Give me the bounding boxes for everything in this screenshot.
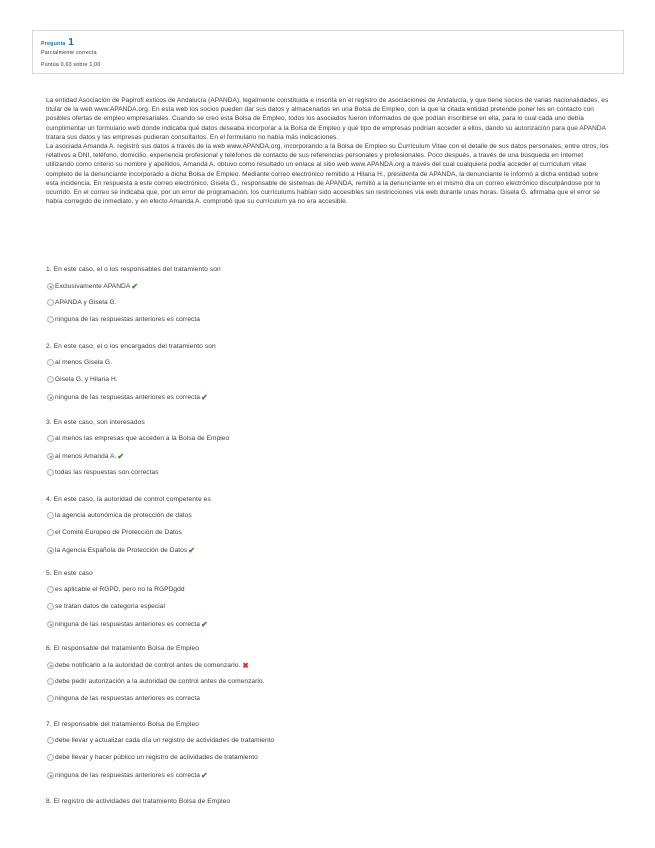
question-7-option[interactable] bbox=[47, 754, 258, 761]
question-status: Parcialmente correcta bbox=[41, 50, 97, 56]
radio-button[interactable] bbox=[47, 603, 54, 610]
question-2-option[interactable] bbox=[47, 359, 112, 366]
check-icon: ✔ bbox=[200, 393, 208, 402]
option-label: Exclusivamente APANDA bbox=[55, 283, 131, 290]
scenario-paragraph: La asociada Amanda A. registró sus datos a través de la web www.APANDA.org, incorporando a la Bolsa de Empleo su Currículum Vitae con el detalle de sus datos personales, entre otros, los relativos a DNI, teléfono, domicilio, experiencia profesional y teléfonos de contacto de sus referencias personales y profesionales. Poco después, a través de una búsqueda en Internet utilizando como criterio su nombre y apellidos, Amanda A. obtuvo como resultado un enlace al sitio web www.APANDA.org a través del cual cualquiera podía acceder al currículum vitae completo de la denunciante incorporado a dicha Bolsa de Empleo. Mediante correo electrónico remitido a Hilaria H., presidenta de APANDA, la denunciante le informó a dicha entidad sobre esta incidencia. En respuesta a este correo electrónico, Gisela G., responsable de sistemas de APANDA, remitió a la denunciante en el mismo día un correo electrónico disculpándose por lo ocurrido. En el correo se indicaba que, por un error de programación, los currículums habían sido accesibles sin restricciones vía web durante unas horas. Gisela G. afirmaba que el error se había corregido de inmediato, y en efecto Amanda A. comprobó que su currículum ya no era accesible. bbox=[46, 143, 609, 206]
question-2-option[interactable] bbox=[47, 393, 208, 402]
option-label: el Comité Europeo de Protección de Datos bbox=[55, 529, 182, 536]
option-label: Gisela G. y Hilaria H. bbox=[55, 376, 118, 383]
radio-button[interactable] bbox=[47, 435, 54, 442]
option-label: se tratan datos de categoría especial bbox=[55, 603, 165, 610]
radio-button[interactable] bbox=[47, 394, 54, 401]
question-4-option[interactable] bbox=[47, 546, 195, 555]
question-1-option[interactable] bbox=[47, 282, 138, 291]
question-5-option[interactable] bbox=[47, 620, 208, 629]
check-icon: ✔ bbox=[200, 620, 208, 629]
check-icon: ✔ bbox=[200, 771, 208, 780]
question-6-option[interactable] bbox=[47, 695, 200, 702]
radio-button[interactable] bbox=[47, 737, 54, 744]
option-label: la Agencia Española de Protección de Datos bbox=[55, 547, 188, 554]
option-label: ninguna de las respuestas anteriores es correcta bbox=[55, 772, 200, 779]
radio-button[interactable] bbox=[47, 376, 54, 383]
question-3-option[interactable] bbox=[47, 435, 229, 442]
option-label: todas las respuestas son correctas bbox=[55, 469, 159, 476]
radio-button[interactable] bbox=[47, 529, 54, 536]
radio-button[interactable] bbox=[47, 621, 54, 628]
radio-button[interactable] bbox=[47, 772, 54, 779]
question-2-title: 2. En este caso, el o los encargados del tratamiento son bbox=[46, 343, 216, 350]
option-label: APANDA y Gisela G. bbox=[55, 299, 117, 306]
question-5-option[interactable] bbox=[47, 586, 185, 593]
question-6-option[interactable] bbox=[47, 661, 249, 670]
question-4-option[interactable] bbox=[47, 529, 182, 536]
radio-button[interactable] bbox=[47, 359, 54, 366]
question-2-option[interactable] bbox=[47, 376, 118, 383]
question-header bbox=[41, 37, 74, 48]
cross-icon: ✖ bbox=[242, 661, 249, 670]
option-label: ninguna de las respuestas anteriores es correcta bbox=[55, 621, 200, 628]
question-7-title: 7. El responsable del tratamiento Bolsa de Empleo bbox=[46, 721, 199, 728]
radio-button[interactable] bbox=[47, 586, 54, 593]
check-icon: ✔ bbox=[117, 452, 125, 461]
option-label: al menos las empresas que acceden a la Bolsa de Empleo bbox=[55, 435, 230, 442]
radio-button[interactable] bbox=[47, 299, 54, 306]
option-label: debe pedir autorización a la autoridad de control antes de comenzarlo. bbox=[55, 678, 265, 685]
question-8-title: 8. El registro de actividades del tratamiento Bolsa de Empleo bbox=[46, 798, 231, 805]
option-label: es aplicable el RGPD, pero no la RGPDgdd bbox=[55, 586, 185, 593]
radio-button[interactable] bbox=[47, 678, 54, 685]
check-icon: ✔ bbox=[131, 282, 139, 291]
question-1-option[interactable] bbox=[47, 299, 117, 306]
question-6-title: 6. El responsable del tratamiento Bolsa de Empleo bbox=[46, 645, 199, 652]
radio-button[interactable] bbox=[47, 547, 54, 554]
radio-button[interactable] bbox=[47, 469, 54, 476]
option-label: ninguna de las respuestas anteriores es correcta bbox=[55, 316, 200, 323]
question-3-title: 3. En este caso, son interesados bbox=[46, 419, 145, 426]
question-5-title: 5. En este caso bbox=[46, 570, 93, 577]
question-4-option[interactable] bbox=[47, 512, 192, 519]
radio-button[interactable] bbox=[47, 512, 54, 519]
radio-button[interactable] bbox=[47, 754, 54, 761]
option-label: debe notificarlo a la autoridad de control antes de comenzarlo. bbox=[55, 662, 241, 669]
question-7-option[interactable] bbox=[47, 737, 274, 744]
question-label: Pregunta bbox=[41, 41, 66, 47]
question-1-option[interactable] bbox=[47, 316, 200, 323]
question-3-option[interactable] bbox=[47, 452, 124, 461]
question-number: 1 bbox=[68, 37, 74, 48]
option-label: debe llevar y actualizar cada día un registro de actividades de tratamiento bbox=[55, 737, 275, 744]
option-label: al menos Amanda A. bbox=[55, 453, 117, 460]
radio-button[interactable] bbox=[47, 316, 54, 323]
option-label: la agencia autonómica de protección de datos bbox=[55, 512, 192, 519]
check-icon: ✔ bbox=[188, 546, 195, 555]
question-text bbox=[46, 96, 612, 206]
question-info-box bbox=[32, 30, 624, 74]
radio-button[interactable] bbox=[47, 695, 54, 702]
question-7-option[interactable] bbox=[47, 771, 208, 780]
question-score: Puntúa 0,63 sobre 1,00 bbox=[41, 62, 101, 68]
radio-button[interactable] bbox=[47, 283, 54, 290]
radio-button[interactable] bbox=[47, 453, 54, 460]
option-label: al menos Gisela G. bbox=[55, 359, 112, 366]
radio-button[interactable] bbox=[47, 662, 54, 669]
option-label: debe llevar y hacer público un registro de actividades de tratamiento bbox=[55, 754, 258, 761]
question-1-title: 1. En este caso, el o los responsables del tratamiento son bbox=[46, 266, 221, 273]
scenario-paragraph: La entidad Asociación de Papirofl exticos de Andalucía (APANDA), legalmente constituida e inscrita en el registro de asociaciones de Andalucía, y que tiene socios de varias nacionalidades, es titular de la web www.APANDA.org. En esta web los socios pueden dar sus datos y almacenarlos en una Bolsa de Empleo, con la que la citada entidad pretende poner les en contacto con posibles ofertas de empleo empresariales. Cuando se creo esta Bolsa de Empleo, todos los asociados fueron informados de que podían inscribirse en ella, para lo cual cada uno debía cumplimentar un formulario web donde indicaba qué datos deseaba incorporar a la Bolsa de Empleo y qué tipo de empresas podrían acceder a ellos, dando su autorización para que APANDA tratara sus datos y las empresas pudieran consultarlos. En el formulario no había más indicaciones. bbox=[46, 97, 609, 141]
question-6-option[interactable] bbox=[47, 678, 265, 685]
option-label: ninguna de las respuestas anteriores es correcta bbox=[55, 394, 200, 401]
option-label: ninguna de las respuestas anteriores es correcta bbox=[55, 695, 200, 702]
question-3-option[interactable] bbox=[47, 469, 159, 476]
question-5-option[interactable] bbox=[47, 603, 165, 610]
question-4-title: 4. En este caso, la autoridad de control competente es bbox=[46, 496, 211, 503]
